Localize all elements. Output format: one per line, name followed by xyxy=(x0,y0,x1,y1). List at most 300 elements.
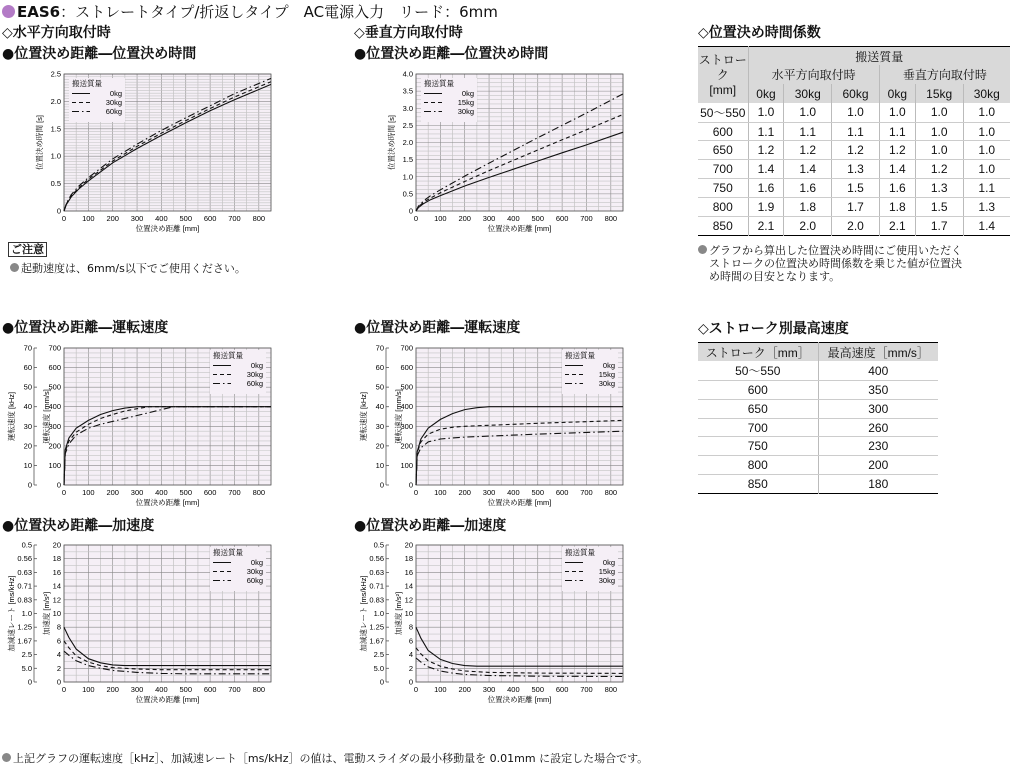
y-tick-label: 0 xyxy=(56,480,61,490)
coef-value-cell: 1.2 xyxy=(784,141,832,160)
x-tick-label: 0 xyxy=(413,685,419,694)
x-tick-label: 200 xyxy=(106,214,119,223)
coef-value-cell: 1.1 xyxy=(879,122,915,141)
coef-value-cell: 1.0 xyxy=(832,103,880,122)
y2-tick-label: 2.5 xyxy=(21,650,32,660)
coef-value-cell: 1.2 xyxy=(879,141,915,160)
coef-value-cell: 1.6 xyxy=(879,179,915,198)
caution-text: 起動速度は、6mm/s以下でご使用ください。 xyxy=(10,260,246,276)
x-tick-label: 600 xyxy=(203,214,217,223)
y2-tick-label: 60 xyxy=(375,363,384,373)
y2-tick-label: 5.0 xyxy=(21,663,32,673)
y-tick-label: 2.0 xyxy=(50,96,61,106)
y-tick-label: 0 xyxy=(56,677,61,687)
chart-v-accel xyxy=(352,537,632,707)
legend-label: 30kg xyxy=(598,576,615,585)
coef-value-cell: 1.0 xyxy=(915,141,963,160)
coef-mass-header: 搬送質量 xyxy=(748,47,1010,66)
coef-value-cell: 1.7 xyxy=(832,198,880,217)
x-tick-label: 800 xyxy=(252,214,266,223)
x-tick-label: 0 xyxy=(61,685,67,694)
coef-value-cell: 1.5 xyxy=(915,198,963,217)
x-tick-label: 100 xyxy=(434,214,447,223)
x-tick-label: 100 xyxy=(434,685,447,694)
coef-mass-label: 30kg xyxy=(784,84,832,103)
legend-title: 搬送質量 xyxy=(213,351,243,360)
y2-tick-label: 70 xyxy=(23,343,32,353)
coef-stroke-cell: 850 xyxy=(712,218,733,233)
x-tick-label: 800 xyxy=(252,685,266,694)
y-tick-label: 14 xyxy=(404,581,413,591)
x-tick-label: 200 xyxy=(458,214,471,223)
x-tick-label: 400 xyxy=(507,488,520,497)
x-tick-label: 700 xyxy=(228,214,241,223)
y-tick-label: 2.0 xyxy=(402,138,413,147)
coef-value-cell: 1.0 xyxy=(963,103,1010,122)
y2-tick-label: 30 xyxy=(375,421,384,431)
legend-label: 15kg xyxy=(598,370,615,379)
coef-value-cell: 1.0 xyxy=(915,103,963,122)
coef-stroke-cell: 700 xyxy=(698,160,748,179)
coef-value-cell: 1.0 xyxy=(879,103,915,122)
y-tick-label: 400 xyxy=(400,402,413,412)
y-tick-label: 500 xyxy=(48,382,61,392)
x-tick-label: 600 xyxy=(555,488,569,497)
coef-stroke-cell: 650 xyxy=(698,141,748,160)
y2-tick-label: 1.25 xyxy=(369,622,384,632)
legend-label: 0kg xyxy=(602,558,615,567)
legend-label: 0kg xyxy=(250,361,263,370)
y-tick-label: 200 xyxy=(48,441,61,451)
coef-stroke-cell: 50～550 xyxy=(698,103,748,122)
section-vertical: ◇垂直方向取付時 xyxy=(354,25,463,41)
y-tick-label: 1.5 xyxy=(50,124,61,134)
title-dot-icon xyxy=(2,5,15,18)
y2-tick-label: 5.0 xyxy=(373,663,384,673)
y-tick-label: 2 xyxy=(408,663,413,673)
maxspeed-value-cell: 200 xyxy=(818,456,938,475)
chart-h-accel xyxy=(0,537,280,707)
coef-value-cell: 1.0 xyxy=(963,160,1010,179)
legend xyxy=(562,547,618,591)
coef-group-h: 水平方向取付時 xyxy=(748,65,879,84)
y-tick-label: 8 xyxy=(408,622,413,632)
model-name: EAS6 xyxy=(17,3,61,21)
y2-tick-label: 1.25 xyxy=(17,622,32,632)
y-tick-label: 4 xyxy=(56,650,61,660)
x-tick-label: 400 xyxy=(155,488,168,497)
legend-label: 30kg xyxy=(598,379,615,388)
legend-label: 30kg xyxy=(457,107,474,116)
x-axis-label: 位置決め距離 [mm] xyxy=(135,695,200,704)
maxspeed-value-cell: 350 xyxy=(818,380,938,399)
maxspeed-row xyxy=(698,399,938,418)
x-tick-label: 300 xyxy=(482,214,496,223)
footer-note: 上記グラフの運転速度［kHz］、加減速レート［ms/kHz］の値は、電動スライダの最小移動量を 0.01mm に設定した場合です。 xyxy=(2,750,648,766)
coef-value-cell: 1.2 xyxy=(915,160,963,179)
y-tick-label: 4 xyxy=(408,650,413,660)
coef-value-cell: 1.1 xyxy=(784,122,832,141)
x-tick-label: 700 xyxy=(228,488,241,497)
coef-value-cell: 1.8 xyxy=(879,198,915,217)
coef-stroke-cell: 750 xyxy=(698,179,748,198)
y-tick-label: 0 xyxy=(56,206,61,216)
x-axis-label: 位置決め距離 [mm] xyxy=(487,224,552,233)
coef-value-cell: 2.1 xyxy=(879,217,915,236)
coef-value-cell: 1.2 xyxy=(832,141,880,160)
x-tick-label: 400 xyxy=(155,685,168,694)
maxspeed-stroke-cell: 750 xyxy=(698,437,818,456)
y-tick-label: 400 xyxy=(48,402,61,412)
y-tick-label: 10 xyxy=(404,609,413,618)
subtitle-h-accel: ●位置決め距離―加速度 xyxy=(2,518,155,534)
y2-tick-label: 1.67 xyxy=(369,636,384,646)
y2-tick-label: 0.5 xyxy=(373,540,384,550)
y-tick-label: 3.0 xyxy=(402,103,413,113)
subtitle-v-time: ●位置決め距離―位置決め時間 xyxy=(354,46,549,62)
maxspeed-value-cell: 400 xyxy=(818,361,938,380)
coef-value-cell: 1.2 xyxy=(748,141,784,160)
section-horizontal: ◇水平方向取付時 xyxy=(2,25,111,41)
coef-row xyxy=(698,217,1010,236)
maxspeed-row xyxy=(698,380,938,399)
y-tick-label: 2.5 xyxy=(50,69,61,79)
coef-mass-label: 60kg xyxy=(832,84,880,103)
y2-tick-label: 0.56 xyxy=(17,554,32,564)
y-tick-label: 14 xyxy=(52,581,61,591)
x-tick-label: 600 xyxy=(203,488,217,497)
y2-tick-label: 70 xyxy=(375,343,384,353)
title-rest: ：ストレートタイプ/折返しタイプ AC電源入力 リード：6mm xyxy=(60,3,498,21)
y2-tick-label: 30 xyxy=(23,421,32,431)
maxspeed-value-cell: 260 xyxy=(818,418,938,437)
y2-axis-label: 運転速度 [kHz] xyxy=(7,391,16,442)
y-tick-label: 2 xyxy=(56,663,61,673)
x-tick-label: 600 xyxy=(555,685,569,694)
coef-value-cell: 1.3 xyxy=(832,160,880,179)
legend-label: 0kg xyxy=(250,558,263,567)
coef-value-cell: 1.6 xyxy=(748,179,784,198)
x-tick-label: 500 xyxy=(531,214,545,223)
y2-axis-label: 加減速レート [ms/kHz] xyxy=(359,575,368,652)
y2-axis-label: 運転速度 [kHz] xyxy=(359,391,368,442)
coef-value-cell: 1.4 xyxy=(963,217,1010,236)
coef-row xyxy=(698,198,1010,217)
legend xyxy=(421,78,477,122)
x-tick-label: 400 xyxy=(507,214,520,223)
coef-value-cell: 1.8 xyxy=(784,198,832,217)
x-tick-label: 800 xyxy=(604,685,618,694)
coef-value-cell: 2.1 xyxy=(748,217,784,236)
coef-value-cell: 1.4 xyxy=(784,160,832,179)
coef-stroke-cell: 800 xyxy=(698,198,748,217)
coef-stroke-header: ストローク [mm] xyxy=(698,47,748,104)
y2-axis-label: 加減速レート [ms/kHz] xyxy=(7,575,16,652)
coef-value-cell: 1.1 xyxy=(832,122,880,141)
coef-value-cell: 1.0 xyxy=(748,103,784,122)
subtitle-h-speed: ●位置決め距離―運転速度 xyxy=(2,320,169,336)
y-tick-label: 100 xyxy=(400,460,413,470)
coef-value-cell: 1.9 xyxy=(748,198,784,217)
maxspeed-value-cell: 300 xyxy=(818,399,938,418)
y-tick-label: 16 xyxy=(404,567,413,577)
x-tick-label: 400 xyxy=(155,214,168,223)
x-tick-label: 500 xyxy=(531,685,545,694)
y2-tick-label: 40 xyxy=(23,402,32,412)
maxspeed-stroke-cell: 800 xyxy=(698,456,818,475)
maxspeed-stroke-cell: 600 xyxy=(698,380,818,399)
maxspeed-table xyxy=(698,342,938,494)
maxspeed-stroke-cell: 700 xyxy=(698,418,818,437)
y2-tick-label: 1.0 xyxy=(373,609,384,618)
x-tick-label: 500 xyxy=(179,488,193,497)
x-tick-label: 700 xyxy=(580,214,593,223)
x-tick-label: 100 xyxy=(82,685,95,694)
legend-title: 搬送質量 xyxy=(213,548,243,557)
coef-value-cell: 1.4 xyxy=(748,160,784,179)
legend xyxy=(69,78,125,122)
y-tick-label: 1.5 xyxy=(402,155,413,165)
y-tick-label: 1.0 xyxy=(402,172,413,182)
y2-tick-label: 2.5 xyxy=(373,650,384,660)
subtitle-v-accel: ●位置決め距離―加速度 xyxy=(354,518,507,534)
legend-label: 0kg xyxy=(602,361,615,370)
legend-title: 搬送質量 xyxy=(424,79,454,88)
x-tick-label: 0 xyxy=(61,488,67,497)
y2-tick-label: 1.67 xyxy=(17,636,32,646)
y-tick-label: 8 xyxy=(56,622,61,632)
coef-value-cell: 1.0 xyxy=(784,103,832,122)
legend xyxy=(210,547,266,591)
maxspeed-header-speed: 最高速度［mm/s］ xyxy=(818,343,938,362)
x-tick-label: 500 xyxy=(179,214,193,223)
y-tick-label: 16 xyxy=(52,567,61,577)
y-tick-label: 12 xyxy=(52,595,61,605)
y2-tick-label: 0.71 xyxy=(17,581,32,591)
x-tick-label: 0 xyxy=(413,214,419,223)
y-tick-label: 700 xyxy=(48,343,61,353)
bullet-icon xyxy=(10,263,19,272)
x-tick-label: 0 xyxy=(413,488,419,497)
y-tick-label: 0.5 xyxy=(50,179,61,189)
coef-value-cell: 1.7 xyxy=(915,217,963,236)
coef-mass-label: 30kg xyxy=(963,84,1010,103)
x-tick-label: 200 xyxy=(458,488,471,497)
y-tick-label: 0 xyxy=(408,677,413,687)
y-tick-label: 600 xyxy=(48,363,61,373)
coef-row xyxy=(698,160,1010,179)
y2-tick-label: 50 xyxy=(375,382,384,392)
legend xyxy=(210,350,266,394)
x-axis-label: 位置決め距離 [mm] xyxy=(487,498,552,507)
y-tick-label: 100 xyxy=(48,460,61,470)
bullet-icon xyxy=(2,753,11,762)
chart-v-time xyxy=(352,66,632,236)
y-tick-label: 6 xyxy=(408,636,413,646)
coef-row xyxy=(698,103,1010,122)
coef-stroke-cell: 600 xyxy=(698,122,748,141)
maxspeed-row xyxy=(698,361,938,380)
y-axis-label: 運転速度 [mm/s] xyxy=(42,389,51,444)
y-tick-label: 0 xyxy=(408,206,413,216)
section-coef: ◇位置決め時間係数 xyxy=(698,25,821,41)
section-maxspeed: ◇ストローク別最高速度 xyxy=(698,321,849,337)
coef-value-cell: 1.0 xyxy=(963,122,1010,141)
y2-tick-label: 0.71 xyxy=(369,581,384,591)
x-axis-label: 位置決め距離 [mm] xyxy=(135,224,200,233)
chart-v-speed xyxy=(352,340,632,510)
y2-tick-label: 40 xyxy=(375,402,384,412)
maxspeed-row xyxy=(698,475,938,494)
caution-label: ご注意 xyxy=(8,242,47,257)
legend-label: 60kg xyxy=(246,576,263,585)
y2-tick-label: 0 xyxy=(27,677,32,687)
legend-title: 搬送質量 xyxy=(565,548,595,557)
y2-tick-label: 0.63 xyxy=(17,567,32,577)
legend-label: 30kg xyxy=(246,567,263,576)
coef-note: グラフから算出した位置決め時間にご使用いただく ストロークの位置決め時間係数を乗じた値が位置決 め時間の目安となります。 xyxy=(698,244,1008,283)
x-tick-label: 300 xyxy=(482,488,496,497)
x-tick-label: 200 xyxy=(106,685,119,694)
coef-value-cell: 1.4 xyxy=(879,160,915,179)
page-title xyxy=(2,1,498,22)
x-tick-label: 100 xyxy=(434,488,447,497)
bullet-icon xyxy=(698,245,707,254)
legend-label: 60kg xyxy=(246,379,263,388)
y-tick-label: 2.5 xyxy=(402,120,413,130)
maxspeed-value-cell: 180 xyxy=(818,475,938,494)
x-tick-label: 600 xyxy=(555,214,569,223)
maxspeed-stroke-cell: 850 xyxy=(747,477,768,492)
legend-label: 60kg xyxy=(105,107,122,116)
y-axis-label: 運転速度 [mm/s] xyxy=(394,389,403,444)
coef-row xyxy=(698,122,1010,141)
legend-title: 搬送質量 xyxy=(565,351,595,360)
y-tick-label: 6 xyxy=(56,636,61,646)
y-tick-label: 4.0 xyxy=(402,69,413,79)
y-tick-label: 300 xyxy=(400,421,413,431)
coef-value-cell: 1.0 xyxy=(963,141,1010,160)
y-tick-label: 10 xyxy=(52,609,61,618)
legend-label: 0kg xyxy=(461,89,474,98)
legend xyxy=(562,350,618,394)
y-tick-label: 18 xyxy=(52,554,61,564)
y-tick-label: 18 xyxy=(404,554,413,564)
coef-value-cell: 1.3 xyxy=(915,179,963,198)
x-tick-label: 300 xyxy=(482,685,496,694)
legend-label: 15kg xyxy=(457,98,474,107)
coef-value-cell: 1.1 xyxy=(963,179,1010,198)
coef-value-cell: 1.1 xyxy=(748,122,784,141)
y2-tick-label: 50 xyxy=(23,382,32,392)
coef-row xyxy=(698,141,1010,160)
legend-label: 0kg xyxy=(109,89,122,98)
y2-tick-label: 20 xyxy=(375,441,384,451)
x-tick-label: 600 xyxy=(203,685,217,694)
coef-mass-label: 15kg xyxy=(915,84,963,103)
y2-tick-label: 0 xyxy=(27,480,32,490)
y2-tick-label: 0 xyxy=(379,677,384,687)
y2-tick-label: 0.63 xyxy=(369,567,384,577)
coef-value-cell: 1.0 xyxy=(915,122,963,141)
x-tick-label: 700 xyxy=(580,685,593,694)
x-tick-label: 300 xyxy=(130,214,144,223)
y-tick-label: 200 xyxy=(400,441,413,451)
y-tick-label: 600 xyxy=(400,363,413,373)
x-tick-label: 300 xyxy=(130,685,144,694)
y-tick-label: 300 xyxy=(48,421,61,431)
y2-tick-label: 10 xyxy=(23,460,32,470)
y-axis-label: 位置決め時間 [s] xyxy=(35,114,44,171)
coef-value-cell: 1.6 xyxy=(784,179,832,198)
x-tick-label: 500 xyxy=(179,685,193,694)
x-tick-label: 100 xyxy=(82,214,95,223)
y-tick-label: 3.5 xyxy=(402,86,413,96)
chart-h-time xyxy=(0,66,280,236)
y-tick-label: 20 xyxy=(404,540,413,550)
x-tick-label: 500 xyxy=(531,488,545,497)
y2-tick-label: 0.83 xyxy=(369,595,384,605)
x-tick-label: 800 xyxy=(604,214,618,223)
coef-row xyxy=(698,179,1010,198)
x-tick-label: 300 xyxy=(130,488,144,497)
subtitle-h-time: ●位置決め距離―位置決め時間 xyxy=(2,46,197,62)
coef-value-cell: 2.0 xyxy=(784,217,832,236)
x-tick-label: 700 xyxy=(580,488,593,497)
y2-tick-label: 60 xyxy=(23,363,32,373)
x-tick-label: 400 xyxy=(507,685,520,694)
x-tick-label: 200 xyxy=(106,488,119,497)
coef-group-v: 垂直方向取付時 xyxy=(879,65,1010,84)
y2-tick-label: 20 xyxy=(23,441,32,451)
y-tick-label: 0.5 xyxy=(402,189,413,199)
x-axis-label: 位置決め距離 [mm] xyxy=(487,695,552,704)
maxspeed-row xyxy=(698,456,938,475)
y-axis-label: 加速度 [m/s²] xyxy=(394,591,403,636)
y-tick-label: 20 xyxy=(52,540,61,550)
maxspeed-row xyxy=(698,437,938,456)
y2-tick-label: 0.83 xyxy=(17,595,32,605)
x-tick-label: 800 xyxy=(604,488,618,497)
subtitle-v-speed: ●位置決め距離―運転速度 xyxy=(354,320,521,336)
legend-label: 30kg xyxy=(246,370,263,379)
coef-table xyxy=(698,46,1010,236)
y-tick-label: 700 xyxy=(400,343,413,353)
y-axis-label: 加速度 [m/s²] xyxy=(42,591,51,636)
y2-tick-label: 0 xyxy=(379,480,384,490)
coef-mass-label: 0kg xyxy=(748,84,784,103)
maxspeed-header-stroke: ストローク［mm］ xyxy=(698,343,818,362)
y-axis-label: 位置決め時間 [s] xyxy=(387,114,396,171)
x-tick-label: 0 xyxy=(61,214,67,223)
x-tick-label: 800 xyxy=(252,488,266,497)
y2-tick-label: 1.0 xyxy=(21,609,32,618)
coef-value-cell: 1.5 xyxy=(832,179,880,198)
x-tick-label: 700 xyxy=(228,685,241,694)
legend-title: 搬送質量 xyxy=(72,79,102,88)
y-tick-label: 1.0 xyxy=(50,151,61,161)
maxspeed-row xyxy=(698,418,938,437)
y-tick-label: 12 xyxy=(404,595,413,605)
x-tick-label: 100 xyxy=(82,488,95,497)
coef-value-cell: 1.3 xyxy=(963,198,1010,217)
y2-tick-label: 0.5 xyxy=(21,540,32,550)
y-tick-label: 0 xyxy=(408,480,413,490)
y2-tick-label: 10 xyxy=(375,460,384,470)
y-tick-label: 500 xyxy=(400,382,413,392)
coef-mass-label: 0kg xyxy=(879,84,915,103)
x-axis-label: 位置決め距離 [mm] xyxy=(135,498,200,507)
